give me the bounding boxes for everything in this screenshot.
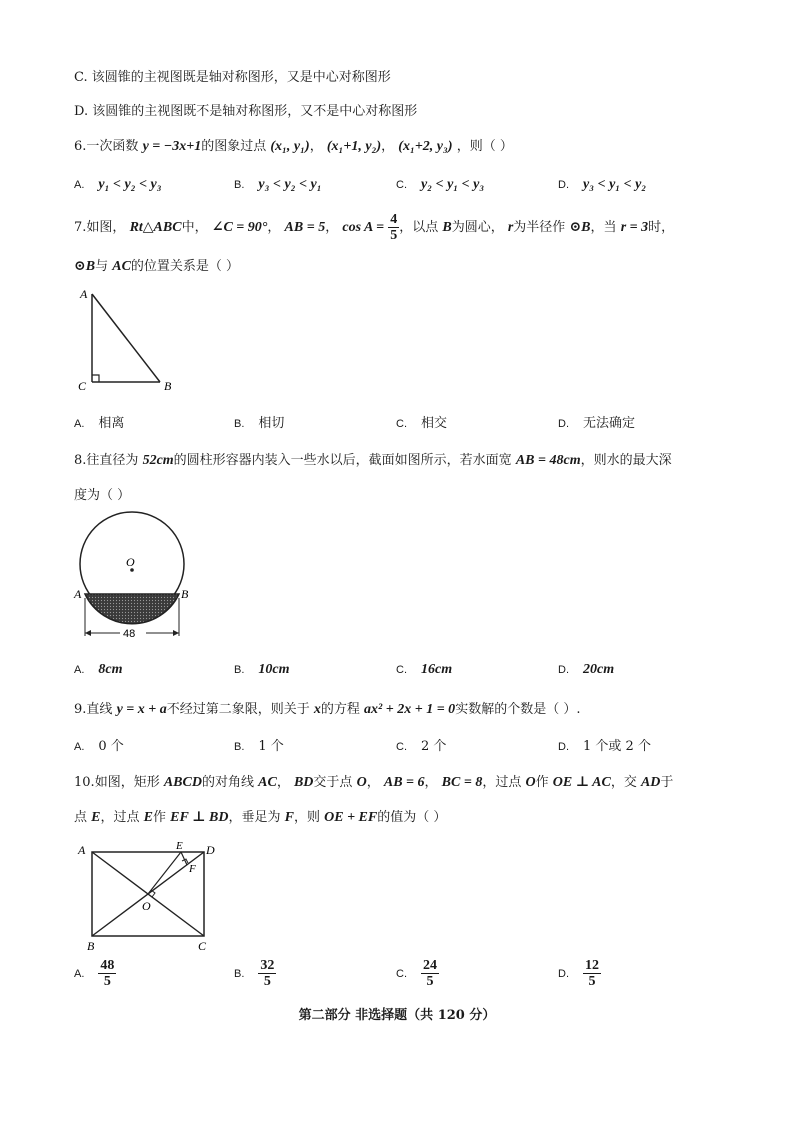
q10-text: ，交	[610, 775, 637, 790]
q6-point-2: (x₁+1, y₂)	[326, 139, 382, 154]
center-o: O	[142, 899, 151, 913]
q10-text: 交于点	[313, 775, 353, 790]
option-text: 0 个	[98, 739, 124, 754]
q7-segment-ac: AC	[112, 259, 131, 274]
q7-text: 中，	[181, 220, 208, 235]
q9-equation: ax² + 2x + 1 = 0	[364, 702, 456, 717]
q10-option-a	[74, 958, 116, 989]
q6-function: y = −3x+1	[142, 139, 202, 154]
option-label: C.	[396, 664, 407, 676]
q10-text: ，	[366, 775, 380, 790]
q10-point-o: O	[525, 775, 536, 790]
option-label: C.	[396, 179, 407, 191]
q9-stem	[74, 698, 580, 718]
q10-text: 作	[153, 810, 167, 825]
q9-option-c	[396, 735, 446, 754]
q8-option-b	[234, 662, 290, 678]
q10-text: 如图，矩形	[94, 775, 160, 790]
vertex-c: C	[78, 379, 87, 393]
denominator: 5	[426, 974, 434, 989]
q7-radius-value: r = 3	[620, 220, 649, 235]
q7-triangle: Rt△ABC	[129, 220, 182, 235]
q5-option-c: C. 该圆锥的主视图既是轴对称图形，又是中心对称图形	[74, 70, 391, 85]
option-label: C.	[396, 418, 407, 430]
q8-circle-figure	[70, 506, 194, 646]
q9-text: 实数解的个数是（ ）.	[455, 702, 581, 717]
option-text: 16cm	[421, 662, 453, 677]
q6-comma: ，	[381, 139, 395, 154]
q10-text: ，	[276, 775, 290, 790]
option-label: B.	[234, 179, 245, 191]
q9-variable: x	[313, 702, 321, 717]
option-text: 1 个	[258, 739, 284, 754]
q9-option-b	[234, 735, 284, 754]
q10-text: 的值为（ ）	[377, 810, 447, 825]
option-fraction	[421, 958, 439, 989]
q7-fraction	[388, 212, 399, 243]
q6-text: 一次函数	[86, 139, 139, 154]
q10-sum: OE + EF	[324, 810, 378, 825]
option-text: 2 个	[421, 739, 447, 754]
option-fraction	[258, 958, 276, 989]
q10-text: ，	[424, 775, 438, 790]
q6-option-a	[74, 177, 162, 193]
question-number: 6.	[74, 139, 87, 154]
option-label: B.	[234, 968, 245, 980]
q10-perpendicular-ef: EF ⊥ BD	[170, 810, 229, 825]
q8-stem-line1	[74, 449, 672, 469]
option-label: B.	[234, 741, 245, 753]
q7-stem-line1	[74, 212, 674, 243]
q10-text: 作	[535, 775, 549, 790]
q10-text: 的对角线	[201, 775, 254, 790]
q10-rectangle-figure	[76, 838, 226, 954]
q8-stem-line2: 度为（ ）	[74, 488, 131, 503]
section-heading: 第二部分 非选择题（共 120 分）	[298, 1008, 496, 1023]
q10-rectangle: ABCD	[163, 775, 202, 790]
option-label: B.	[234, 418, 245, 430]
option-text: 1 个或 2 个	[583, 739, 651, 754]
denominator: 5	[103, 974, 111, 989]
vertex-c: C	[198, 939, 207, 953]
q10-side-ad: AD	[640, 775, 661, 790]
center-o: O	[126, 555, 135, 569]
q7-angle: ∠C = 90°	[211, 220, 268, 235]
q10-point-o: O	[356, 775, 367, 790]
q8-text: 往直径为	[86, 453, 139, 468]
vertex-a: A	[78, 843, 86, 857]
option-text: y₁ < y₂ < y₃	[98, 177, 162, 192]
q8-option-c	[396, 662, 452, 678]
q10-perpendicular-oe: OE ⊥ AC	[552, 775, 611, 790]
q9-text: 的方程	[320, 702, 360, 717]
vertex-b: B	[87, 939, 95, 953]
vertex-d: D	[206, 843, 215, 857]
point-f: F	[189, 863, 196, 875]
q7-option-d	[558, 412, 635, 431]
numerator: 4	[390, 212, 398, 227]
q10-text: ，垂足为	[228, 810, 281, 825]
q7-text: 的位置关系是（ ）	[130, 259, 240, 274]
q7-option-c	[396, 412, 447, 431]
point-a: A	[74, 587, 82, 601]
q9-line: y = x + a	[116, 702, 167, 717]
question-number: 9.	[74, 702, 87, 717]
q10-text: ，过点	[100, 810, 140, 825]
q8-text: 的圆柱形容器内装入一些水以后，截面如图所示，若水面宽	[173, 453, 512, 468]
q10-option-d	[558, 958, 601, 989]
numerator: 24	[423, 958, 437, 973]
vertex-a: A	[80, 287, 88, 301]
option-text: 8cm	[98, 662, 123, 677]
q10-point-e: E	[91, 810, 101, 825]
q8-water-width: AB = 48cm	[515, 453, 581, 468]
q7-option-a	[74, 412, 124, 431]
question-number: 10.	[74, 775, 95, 790]
option-label: D.	[558, 968, 569, 980]
option-text: 相切	[258, 416, 285, 431]
option-label: C.	[396, 741, 407, 753]
q6-stem	[74, 135, 513, 155]
q6-point-1: (x₁, y₁)	[270, 139, 310, 154]
q10-ab: AB = 6	[383, 775, 425, 790]
width-label: 48	[123, 628, 136, 640]
option-text: 20cm	[583, 662, 615, 677]
denominator: 5	[588, 974, 596, 989]
q5-option-d: D. 该圆锥的主视图既不是轴对称图形，又不是中心对称图形	[74, 104, 418, 119]
q10-stem-line2	[74, 806, 446, 826]
q10-text: ，过点	[482, 775, 522, 790]
q7-point-b: B	[442, 220, 452, 235]
q8-text: ，则水的最大深	[580, 453, 672, 468]
option-label: A.	[74, 741, 85, 753]
point-b: B	[181, 587, 189, 601]
q7-text: ，	[325, 220, 339, 235]
q7-stem-line2	[74, 255, 239, 275]
option-label: A.	[74, 418, 85, 430]
q7-circle: ⊙B	[74, 259, 96, 274]
q7-triangle-figure	[72, 284, 182, 396]
q7-text: 时，	[648, 220, 675, 235]
q10-point-f: F	[284, 810, 294, 825]
q7-radius: r	[507, 220, 514, 235]
q6-answer-bracket: ，则（ ）	[456, 139, 513, 154]
q10-diagonal-bd: BD	[293, 775, 314, 790]
option-label: B.	[234, 664, 245, 676]
q7-text: 为圆心，	[451, 220, 504, 235]
q7-cos: cos A =	[342, 220, 385, 235]
q10-stem-line1	[74, 771, 673, 791]
option-text: 无法确定	[583, 416, 636, 431]
q8-option-a	[74, 662, 123, 678]
option-text: 相交	[421, 416, 448, 431]
q6-point-3: (x₁+2, y₃)	[398, 139, 453, 154]
q6-text: 的图象过点	[201, 139, 267, 154]
q8-diameter: 52cm	[142, 453, 174, 468]
q9-text: 不经过第二象限，则关于	[166, 702, 310, 717]
q10-option-c	[396, 958, 439, 989]
option-text: y₃ < y₁ < y₂	[583, 177, 647, 192]
q7-text: 为半径作	[513, 220, 566, 235]
option-label: C.	[396, 968, 407, 980]
point-e: E	[176, 840, 183, 852]
q10-bc: BC = 8	[441, 775, 483, 790]
option-text: 相离	[98, 416, 125, 431]
option-label: A.	[74, 179, 85, 191]
option-label: A.	[74, 968, 85, 980]
q7-text: ，以点	[399, 220, 439, 235]
option-text: y₃ < y₂ < y₁	[258, 177, 322, 192]
option-label: D.	[558, 741, 569, 753]
vertex-b: B	[164, 379, 172, 393]
q9-text: 直线	[86, 702, 113, 717]
option-text: 10cm	[258, 662, 290, 677]
q7-text: 与	[95, 259, 109, 274]
q6-option-b	[234, 177, 322, 193]
option-label: D.	[558, 179, 569, 191]
q10-diagonal-ac: AC	[258, 775, 277, 790]
denominator: 5	[263, 974, 271, 989]
q6-comma: ，	[309, 139, 323, 154]
question-number: 8.	[74, 453, 87, 468]
q10-text: 于	[660, 775, 674, 790]
denominator: 5	[390, 228, 398, 243]
q10-option-b	[234, 958, 276, 989]
numerator: 12	[585, 958, 599, 973]
q10-text: ，则	[293, 810, 320, 825]
option-fraction	[98, 958, 116, 989]
option-label: D.	[558, 664, 569, 676]
numerator: 32	[260, 958, 275, 973]
question-number: 7.	[74, 220, 87, 235]
option-label: D.	[558, 418, 569, 430]
q9-option-a	[74, 735, 124, 754]
q7-text: 如图，	[86, 220, 126, 235]
q6-option-c	[396, 177, 484, 193]
q7-ab: AB = 5	[284, 220, 326, 235]
q7-text: ，	[267, 220, 281, 235]
q7-circle: ⊙B	[569, 220, 591, 235]
option-fraction	[583, 958, 601, 989]
q7-text: ，当	[590, 220, 617, 235]
option-label: A.	[74, 664, 85, 676]
q10-text: 点	[74, 810, 88, 825]
q9-option-d	[558, 735, 651, 754]
q10-point-e: E	[143, 810, 153, 825]
q7-option-b	[234, 412, 284, 431]
q6-option-d	[558, 177, 646, 193]
numerator: 48	[100, 958, 115, 973]
q8-option-d	[558, 662, 614, 678]
option-text: y₂ < y₁ < y₃	[421, 177, 485, 192]
